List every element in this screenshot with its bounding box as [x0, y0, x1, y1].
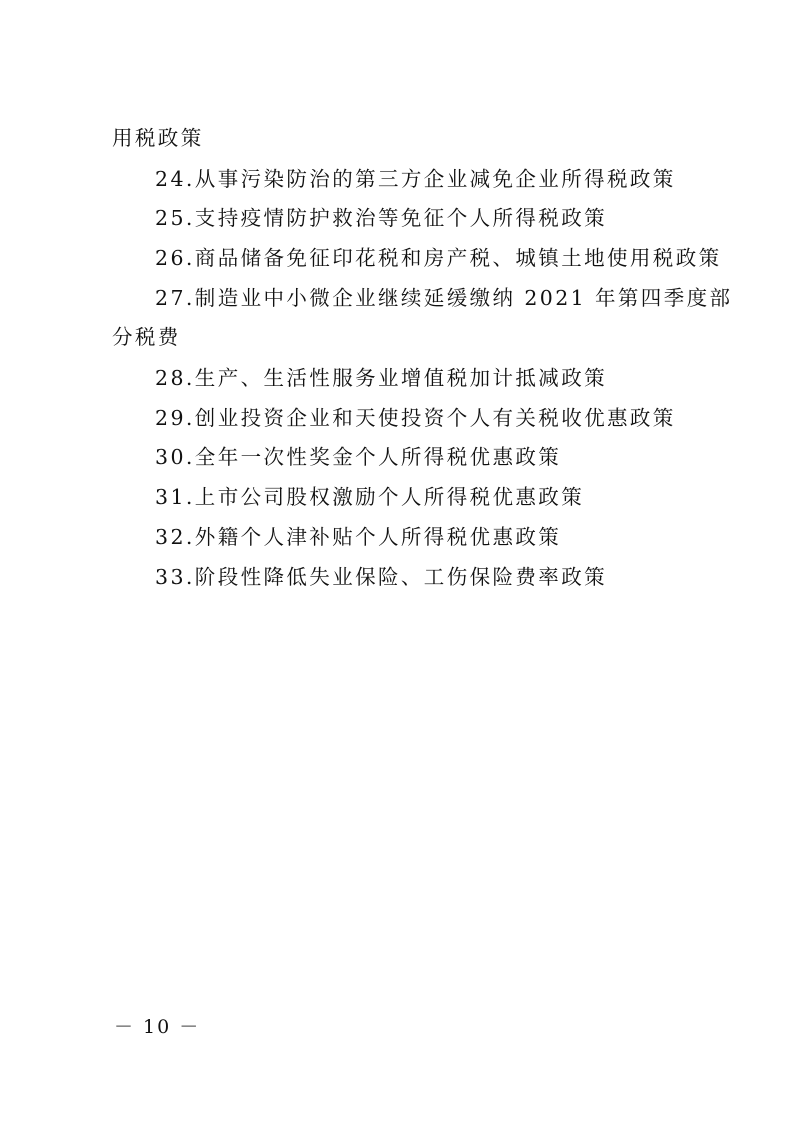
policy-item-29: 29.创业投资企业和天使投资个人有关税收优惠政策 — [155, 406, 676, 430]
policy-item-26: 26.商品储备免征印花税和房产税、城镇土地使用税政策 — [155, 246, 722, 270]
policy-item-28: 28.生产、生活性服务业增值税加计抵减政策 — [155, 366, 608, 390]
continuation-line: 用税政策 — [112, 126, 204, 150]
policy-item-27: 27.制造业中小微企业继续延缓缴纳 2021 年第四季度部 — [155, 286, 733, 310]
page-number: － 10 － — [114, 1016, 201, 1038]
policy-item-24: 24.从事污染防治的第三方企业减免企业所得税政策 — [155, 167, 676, 191]
continuation-line: 分税费 — [112, 325, 181, 349]
policy-item-30: 30.全年一次性奖金个人所得税优惠政策 — [155, 445, 562, 469]
policy-item-31: 31.上市公司股权激励个人所得税优惠政策 — [155, 485, 585, 509]
policy-item-33: 33.阶段性降低失业保险、工伤保险费率政策 — [155, 565, 608, 589]
policy-item-32: 32.外籍个人津补贴个人所得税优惠政策 — [155, 525, 562, 549]
policy-item-25: 25.支持疫情防护救治等免征个人所得税政策 — [155, 206, 608, 230]
